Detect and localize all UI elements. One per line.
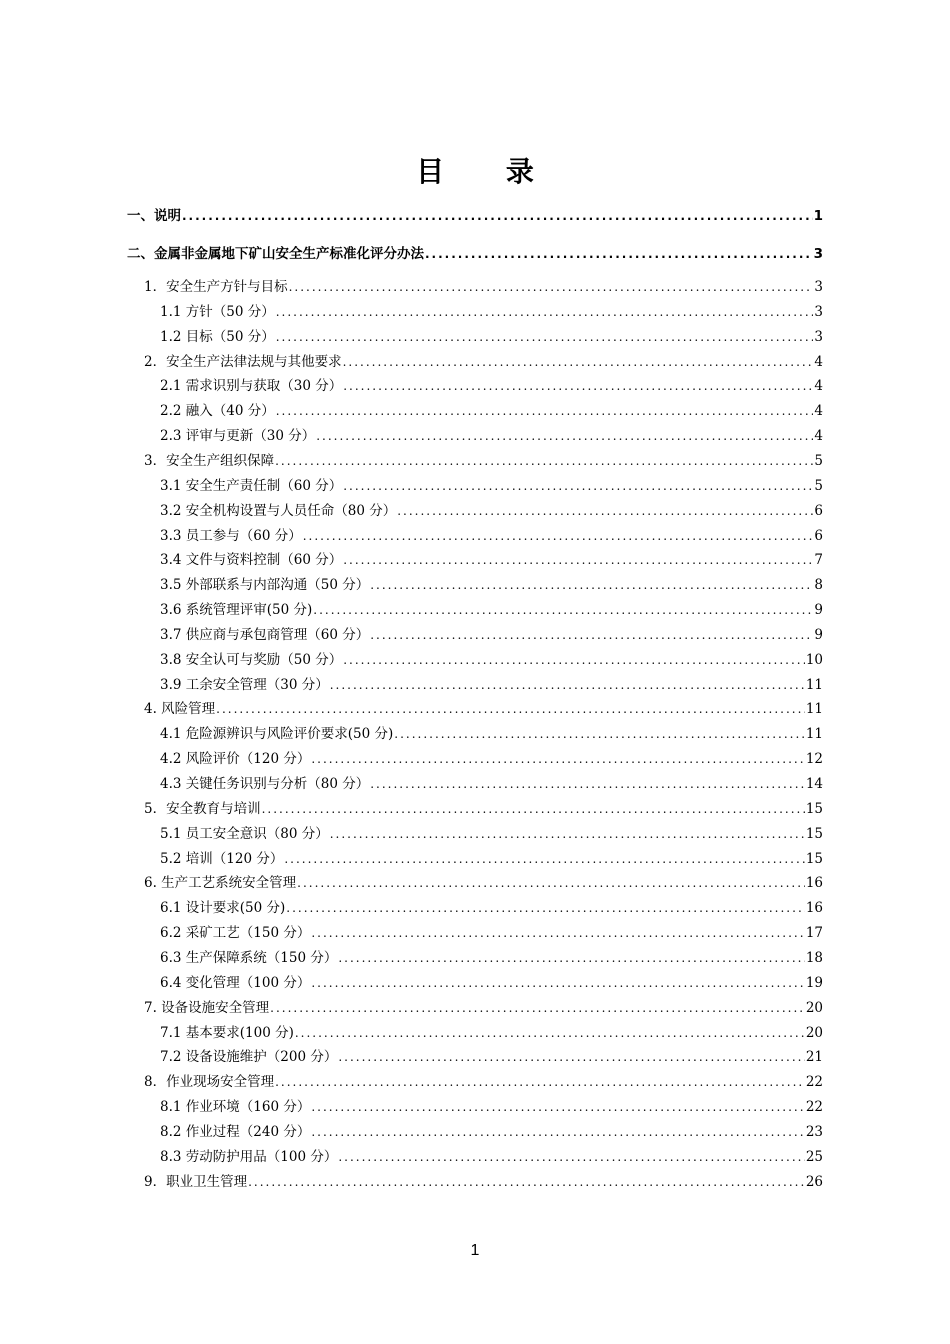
dot-leader (330, 674, 805, 696)
dot-leader (276, 301, 814, 323)
dot-leader (295, 1022, 805, 1044)
toc-entry-page: 5 (814, 477, 823, 494)
toc-entry[interactable] (144, 997, 823, 1019)
toc-entry[interactable] (144, 872, 823, 894)
dot-leader (338, 947, 804, 969)
toc-entry[interactable] (160, 301, 823, 323)
toc-entry-page: 9 (814, 602, 823, 619)
toc-entry-page: 6 (814, 502, 823, 519)
toc-entry-label: 6. 生产工艺系统安全管理 (144, 875, 297, 892)
dot-leader (248, 1171, 805, 1193)
dot-leader (182, 205, 813, 227)
toc-entry[interactable] (160, 1046, 823, 1068)
toc-entry[interactable] (160, 326, 823, 348)
toc-entry[interactable] (160, 500, 823, 522)
toc-entry[interactable] (160, 972, 823, 994)
toc-entry-page: 23 (805, 1123, 823, 1140)
toc-title: 目 录 (416, 155, 560, 188)
toc-entry-page: 25 (805, 1148, 823, 1165)
dot-leader (343, 649, 805, 671)
toc-entry[interactable] (160, 1096, 823, 1118)
dot-leader (289, 276, 814, 298)
dot-leader (343, 549, 813, 571)
dot-leader (316, 425, 813, 447)
dot-leader (303, 525, 814, 547)
toc-entry-page: 20 (805, 1024, 823, 1041)
dot-leader (338, 1046, 804, 1068)
toc-entry-label: 1.1 方针（50 分） (160, 303, 275, 320)
toc-entry-page: 22 (805, 1099, 823, 1116)
toc-entry[interactable] (160, 748, 823, 770)
dot-leader (343, 475, 813, 497)
toc-entry[interactable] (144, 1171, 823, 1193)
dot-leader (216, 698, 805, 720)
dot-leader (343, 351, 814, 373)
dot-leader (370, 773, 805, 795)
toc-entry-label: 6.1 设计要求(50 分) (160, 900, 286, 917)
toc-entry-label: 3.6 系统管理评审(50 分) (160, 602, 313, 619)
toc-entry[interactable] (144, 1071, 823, 1093)
toc-entry[interactable] (160, 549, 823, 571)
toc-entry[interactable] (160, 649, 823, 671)
toc-entry-label: 4.3 关键任务识别与分析（80 分） (160, 776, 370, 792)
toc-entry[interactable] (160, 599, 823, 621)
dot-leader (330, 823, 805, 845)
toc-entry-label: 7.2 设备设施维护（200 分） (160, 1049, 338, 1066)
toc-entry-label: 3.4 文件与资料控制（60 分） (160, 552, 343, 569)
toc-entry[interactable] (160, 425, 823, 447)
toc-entry-page: 1 (813, 208, 823, 224)
toc-entry-label: 3．安全生产组织保障 (144, 452, 275, 469)
dot-leader (297, 872, 805, 894)
toc-entry-label: 4.1 危险源辨识与风险评价要求(50 分) (160, 726, 394, 743)
toc-entry-label: 二、金属非金属地下矿山安全生产标准化评分办法 (127, 246, 424, 262)
toc-entry-label: 6.3 生产保障系统（150 分） (160, 949, 338, 966)
toc-entry[interactable] (160, 773, 823, 795)
toc-entry-label: 8.1 作业环境（160 分） (160, 1099, 311, 1116)
toc-entry[interactable] (160, 947, 823, 969)
toc-entry-page: 26 (805, 1173, 823, 1190)
toc-entry-label: 2.3 评审与更新（30 分） (160, 428, 316, 445)
toc-entry-label: 3.8 安全认可与奖励（50 分） (160, 651, 343, 668)
toc-entry-label: 1.2 目标（50 分） (160, 328, 275, 345)
toc-entry-page: 17 (805, 925, 823, 942)
toc-entry-page: 9 (814, 626, 823, 643)
toc-entry-label: 9．职业卫生管理 (144, 1173, 248, 1190)
dot-leader (276, 326, 814, 348)
toc-entry[interactable] (160, 525, 823, 547)
toc-entry-page: 19 (805, 974, 823, 991)
toc-entry[interactable] (144, 450, 823, 472)
dot-leader (262, 798, 805, 820)
toc-entry[interactable] (160, 922, 823, 944)
toc-entry[interactable] (144, 698, 823, 720)
toc-entry-label: 4.2 风险评价（120 分） (160, 751, 311, 768)
dot-leader (397, 500, 813, 522)
toc-entry-page: 6 (814, 527, 823, 544)
toc-entry-page: 3 (813, 246, 823, 262)
toc-entry-page: 16 (805, 875, 823, 892)
toc-entry-page: 3 (814, 279, 823, 295)
toc-entry[interactable] (160, 400, 823, 422)
toc-entry[interactable] (127, 205, 823, 227)
toc-entry-label: 8.3 劳动防护用品（100 分） (160, 1148, 338, 1165)
toc-entry[interactable] (144, 351, 823, 373)
dot-leader (270, 997, 805, 1019)
toc-entry-label: 一、说明 (127, 208, 181, 224)
toc-entry-page: 4 (814, 403, 823, 420)
toc-entry-page: 7 (814, 552, 823, 569)
toc-entry-page: 11 (805, 726, 823, 743)
toc-entry-label: 4. 风险管理 (144, 701, 216, 718)
toc-entry[interactable] (160, 723, 823, 745)
dot-leader (370, 574, 813, 596)
toc-entry-label: 6.2 采矿工艺（150 分） (160, 925, 311, 942)
dot-leader (313, 599, 813, 621)
dot-leader (311, 1096, 804, 1118)
dot-leader (284, 848, 804, 870)
dot-leader (425, 243, 813, 265)
dot-leader (275, 450, 813, 472)
dot-leader (394, 723, 805, 745)
toc-entry-label: 7.1 基本要求(100 分) (160, 1024, 294, 1041)
toc-entry-label: 3.2 安全机构设置与人员任命（80 分） (160, 502, 397, 519)
toc-entry-page: 11 (805, 701, 823, 718)
toc-entry-page: 18 (805, 949, 823, 966)
dot-leader (311, 972, 804, 994)
toc-entry-page: 22 (805, 1074, 823, 1091)
toc-entry-label: 6.4 变化管理（100 分） (160, 974, 311, 991)
toc-entry[interactable] (160, 1146, 823, 1168)
toc-entry-page: 14 (805, 776, 823, 792)
dot-leader (286, 897, 805, 919)
toc-entry-page: 15 (805, 850, 823, 867)
toc-entry-label: 8．作业现场安全管理 (144, 1074, 275, 1091)
dot-leader (338, 1146, 804, 1168)
toc-entry-label: 5.1 员工安全意识（80 分） (160, 825, 329, 842)
toc-entry-page: 4 (814, 353, 823, 370)
toc-entry-page: 15 (805, 825, 823, 842)
dot-leader (311, 922, 804, 944)
dot-leader (370, 624, 813, 646)
toc-entry[interactable] (160, 848, 823, 870)
toc-entry-label: 2．安全生产法律法规与其他要求 (144, 353, 342, 370)
dot-leader (343, 375, 813, 397)
toc-entry-label: 5.2 培训（120 分） (160, 850, 284, 867)
toc-entry-page: 16 (805, 900, 823, 917)
toc-entry-label: 8.2 作业过程（240 分） (160, 1123, 311, 1140)
dot-leader (311, 1121, 804, 1143)
toc-entry[interactable] (127, 243, 823, 265)
toc-entry[interactable] (160, 897, 823, 919)
toc-entry-label: 3.9 工余安全管理（30 分） (160, 676, 329, 693)
page-number: 1 (470, 1242, 480, 1259)
toc-entry[interactable] (160, 475, 823, 497)
toc-entry[interactable] (160, 823, 823, 845)
toc-entry-page: 8 (814, 577, 823, 594)
toc-entry-label: 3.5 外部联系与内部沟通（50 分） (160, 577, 370, 594)
toc-entry-label: 3.1 安全生产责任制（60 分） (160, 477, 343, 494)
toc-entry[interactable] (160, 1121, 823, 1143)
toc-entry-label: 2.1 需求识别与获取（30 分） (160, 378, 343, 395)
toc-entry[interactable] (160, 674, 823, 696)
toc-entry-page: 21 (805, 1049, 823, 1066)
toc-entry-label: 3.7 供应商与承包商管理（60 分） (160, 626, 370, 643)
toc-entry[interactable] (144, 276, 823, 298)
toc-entry-label: 3.3 员工参与（60 分） (160, 527, 302, 544)
toc-entry-page: 11 (805, 676, 823, 693)
dot-leader (275, 1071, 805, 1093)
toc-entry-page: 3 (814, 303, 823, 320)
toc-entry-label: 5．安全教育与培训 (144, 800, 261, 817)
toc-entry-label: 1．安全生产方针与目标 (144, 279, 288, 295)
toc-entry-page: 4 (814, 378, 823, 395)
toc-entry[interactable] (160, 624, 823, 646)
toc-entry-page: 4 (814, 428, 823, 445)
toc-entry-label: 2.2 融入（40 分） (160, 403, 275, 420)
toc-entry-page: 5 (814, 452, 823, 469)
toc-entry-page: 3 (814, 328, 823, 345)
toc-entry[interactable] (160, 574, 823, 596)
dot-leader (311, 748, 804, 770)
toc-entry-label: 7. 设备设施安全管理 (144, 999, 270, 1016)
dot-leader (276, 400, 814, 422)
toc-entry-page: 15 (805, 800, 823, 817)
toc-entry[interactable] (160, 1022, 823, 1044)
toc-entry[interactable] (144, 798, 823, 820)
toc-entry-page: 20 (805, 999, 823, 1016)
toc-entry-page: 10 (805, 651, 823, 668)
toc-entry-page: 12 (805, 751, 823, 768)
toc-entry[interactable] (160, 375, 823, 397)
